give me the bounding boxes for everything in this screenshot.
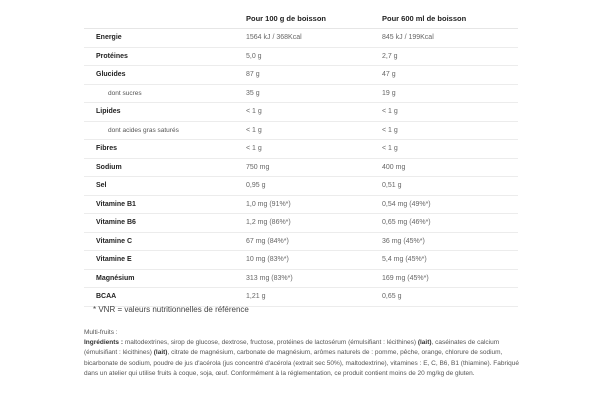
- value-per-100g: < 1 g: [246, 145, 262, 152]
- allergen-milk-2: (lait): [153, 349, 168, 357]
- value-per-600ml: 2,7 g: [382, 52, 398, 60]
- value-per-600ml: 400 mg: [382, 163, 406, 171]
- allergen-milk-1: (lait): [417, 339, 432, 347]
- nutrition-table: [84, 8, 518, 307]
- table-row: [84, 48, 518, 67]
- ingredients-part-2: , caséinates de calcium (émulsifiant : lécithines): [84, 339, 500, 357]
- value-per-600ml: 0,65 mg (46%*): [382, 219, 431, 226]
- nutrient-label: Lipides: [96, 108, 121, 115]
- nutrient-label: Protéines: [96, 52, 128, 60]
- value-per-100g: 67 mg (84%*): [246, 237, 289, 245]
- table-row: [84, 270, 518, 289]
- nutrient-label: Energie: [96, 34, 122, 41]
- nutrient-label: Vitamine B1: [96, 200, 136, 208]
- table-row: [84, 214, 518, 233]
- value-per-100g: 1,0 mg (91%*): [246, 200, 291, 208]
- value-per-600ml: < 1 g: [382, 145, 398, 152]
- value-per-600ml: 169 mg (45%*): [382, 274, 429, 282]
- value-per-600ml: < 1 g: [382, 108, 398, 115]
- column-header-per-100g: Pour 100 g de boisson: [246, 14, 327, 23]
- table-row: [84, 85, 518, 104]
- value-per-100g: < 1 g: [246, 126, 262, 134]
- table-row: [84, 233, 518, 252]
- value-per-100g: < 1 g: [246, 108, 262, 115]
- nutrient-label: Sel: [96, 182, 107, 189]
- nutrient-label: dont sucres: [108, 89, 142, 97]
- value-per-600ml: 5,4 mg (45%*): [382, 256, 427, 263]
- table-row: [84, 288, 518, 307]
- table-row: [84, 66, 518, 85]
- ingredients-part-3: , citrate de magnésium, carbonate de magnésium, arômes naturels de : pomme, pêche, orange, chlorure de sodium, bicarbonate de sodium, poudre de jus d'acérola (jus concentré d'acérola (extrait sec 50%), maltodextrine), vitamines : E, C, B6, B1 (thiamine). Fabriqué dans un atelier qui utilise fruits à coque, soja, œuf. Conformément à la réglementation, ce produit contient moins de 20 mg/kg de gluten.: [84, 349, 519, 377]
- table-row: [84, 103, 518, 122]
- table-header: [84, 8, 518, 29]
- value-per-100g: 10 mg (83%*): [246, 256, 289, 263]
- value-per-600ml: 36 mg (45%*): [382, 237, 425, 245]
- nutrient-label: Sodium: [96, 163, 122, 171]
- nutrient-label: dont acides gras saturés: [108, 126, 179, 134]
- value-per-100g: 750 mg: [246, 163, 270, 171]
- ingredients-block: [84, 328, 524, 379]
- nutrient-label: Vitamine B6: [96, 219, 136, 226]
- table-row: [84, 122, 518, 141]
- column-header-per-600ml: Pour 600 ml de boisson: [382, 14, 467, 23]
- value-per-100g: 0,95 g: [246, 182, 266, 189]
- table-row: [84, 140, 518, 159]
- value-per-600ml: 845 kJ / 199Kcal: [382, 34, 434, 41]
- nutrient-label: Vitamine C: [96, 237, 133, 245]
- value-per-100g: 1,21 g: [246, 293, 266, 300]
- value-per-100g: 35 g: [246, 89, 260, 97]
- value-per-600ml: 0,51 g: [382, 182, 402, 189]
- ingredients-text: [84, 338, 524, 379]
- nutrient-label: Glucides: [96, 71, 126, 78]
- nutrient-label: BCAA: [96, 293, 117, 300]
- ingredients-heading: Ingrédients :: [84, 339, 124, 347]
- value-per-100g: 313 mg (83%*): [246, 274, 293, 282]
- nutrient-label: Vitamine E: [96, 256, 132, 263]
- table-row: [84, 177, 518, 196]
- table-row: [84, 196, 518, 215]
- value-per-600ml: 47 g: [382, 71, 396, 78]
- value-per-600ml: 0,65 g: [382, 293, 402, 300]
- flavor-label: Multi-fruits :: [84, 329, 118, 336]
- table-row: [84, 29, 518, 48]
- ingredients-part-1: maltodextrines, sirop de glucose, dextrose, fructose, protéines de lactosérum (émulsifiant : lécithines): [123, 339, 418, 347]
- value-per-600ml: 19 g: [382, 89, 396, 97]
- value-per-600ml: < 1 g: [382, 126, 398, 134]
- value-per-100g: 1,2 mg (86%*): [246, 219, 291, 226]
- table-row: [84, 159, 518, 178]
- value-per-100g: 87 g: [246, 71, 260, 78]
- value-per-100g: 1564 kJ / 368Kcal: [246, 34, 302, 41]
- value-per-600ml: 0,54 mg (49%*): [382, 200, 431, 208]
- footnote: * VNR = valeurs nutritionnelles de référence: [93, 305, 249, 314]
- table-row: [84, 251, 518, 270]
- nutrient-label: Fibres: [96, 145, 118, 152]
- nutrient-label: Magnésium: [96, 274, 135, 282]
- value-per-100g: 5,0 g: [246, 52, 262, 60]
